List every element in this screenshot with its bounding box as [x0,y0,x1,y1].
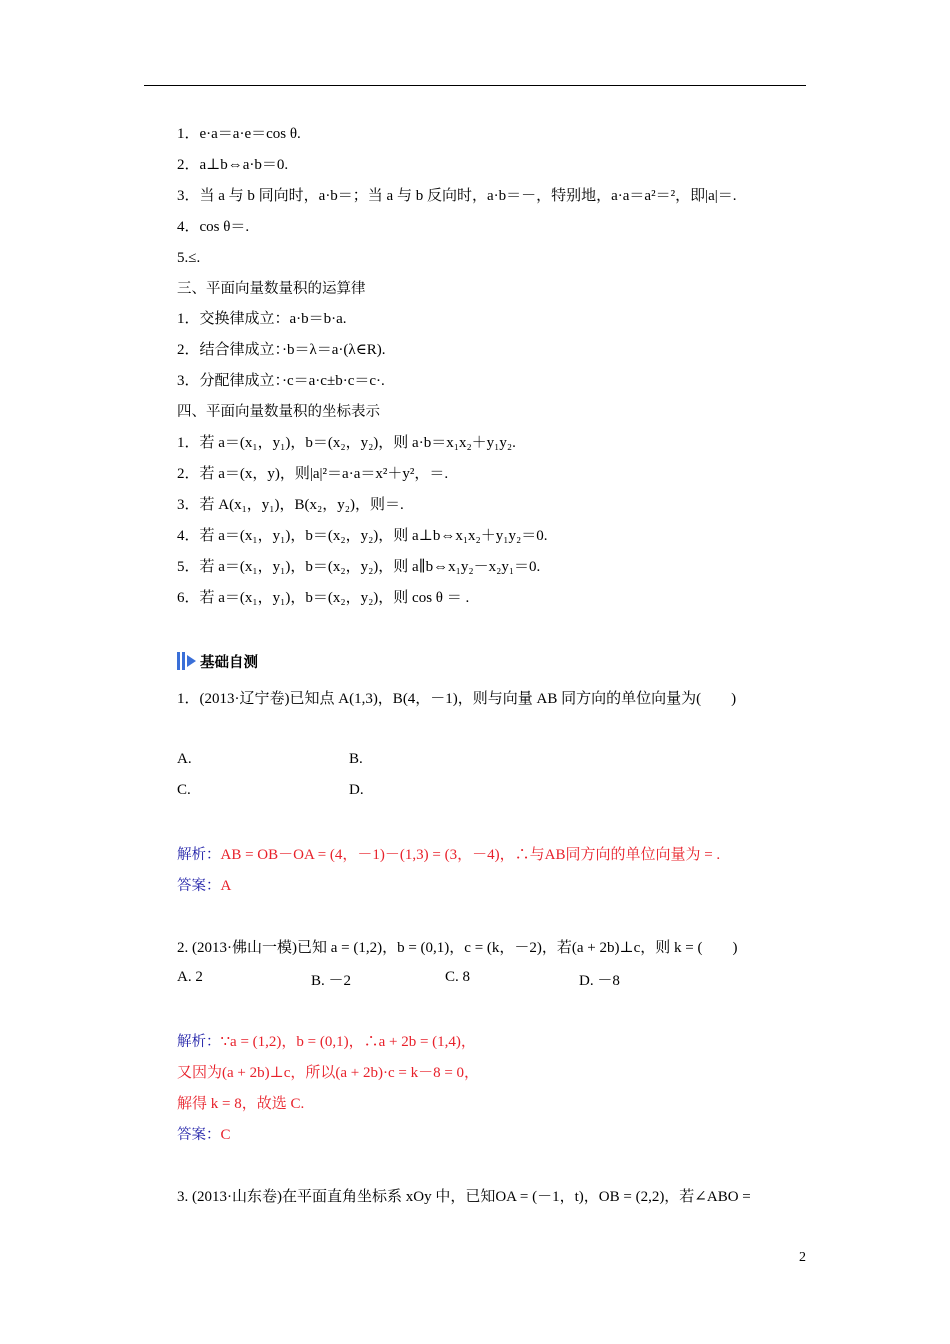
q2-analysis-line-3: 解得 k = 8，故选 C. [177,1096,305,1112]
text-line: 3．当 a 与 b 同向时，a·b＝；当 a 与 b 反向时，a·b＝－，特别地，a·a＝a²＝²，即|a|＝. [177,188,737,204]
q2-option-d: D. －8 [579,973,620,989]
answer-text: C [220,1127,231,1143]
q2-answer [177,1125,231,1145]
answer-label: 答案： [177,878,221,894]
section-marker-icon [177,652,196,670]
heading-3: 三、平面向量数量积的运算律 [177,281,366,297]
q2-option-c: C. 8 [445,969,471,985]
q2-option-b: B. －2 [311,973,352,989]
text-line: 2．结合律成立：·b＝λ＝a·(λ∈R). [177,342,386,358]
section-title: 基础自测 [200,654,258,671]
analysis-label: 解析： [177,1034,221,1050]
answer-text: A [220,878,232,894]
page-number: 2 [799,1250,806,1265]
q1-option-c: C. [177,782,191,798]
question-2-stem: 2. (2013·佛山一模)已知 a = (1,2)，b = (0,1)，c = (k，－2)，若(a + 2b)⊥c，则 k = ( ) [177,940,738,956]
q2-option-a: A. 2 [177,969,203,985]
q1-analysis [177,845,720,865]
analysis-text: AB = OB－OA = (4，－1)－(1,3) = (3，－4)，∴与AB同方向的单位向量为 = . [220,847,721,863]
text-line: 4．cos θ＝. [177,219,250,235]
header-rule [144,85,806,86]
analysis-text: ∵a = (1,2)，b = (0,1)，∴a + 2b = (1,4)， [220,1034,476,1050]
q1-option-b: B. [349,751,363,767]
q2-analysis [177,1032,476,1052]
q2-analysis-line-2: 又因为(a + 2b)⊥c，所以(a + 2b)·c = k－8 = 0， [177,1065,480,1081]
question-3-stem: 3. (2013·山东卷)在平面直角坐标系 xOy 中，已知OA = (－1，t)，OB = (2,2)，若∠ABO = [177,1189,751,1205]
question-1-stem: 1．(2013·辽宁卷)已知点 A(1,3)，B(4，－1)，则与向量 AB 同方向的单位向量为( ) [177,691,737,707]
analysis-label: 解析： [177,847,221,863]
text-line: 1．交换律成立：a·b＝b·a. [177,311,347,327]
q1-option-a: A. [177,751,192,767]
text-line: 4．若 a＝(x₁，y₁)，b＝(x₂，y₂)，则 a⊥b⇔x₁x₂＋y₁y₂＝0. [177,528,548,544]
text-line: 5．若 a＝(x₁，y₁)，b＝(x₂，y₂)，则 a∥b⇔x₁y₂－x₂y₁＝0. [177,559,541,575]
text-line: 2．a⊥b⇔a·b＝0. [177,157,289,173]
text-line: 5.≤. [177,250,201,266]
text-line: 6．若 a＝(x₁，y₁)，b＝(x₂，y₂)，则 cos θ ＝ . [177,590,470,606]
answer-label: 答案： [177,1127,221,1143]
text-line: 3．分配律成立：·c＝a·c±b·c＝c·. [177,373,385,389]
text-line: 1．e·a＝a·e＝cos θ. [177,126,301,142]
text-line: 2．若 a＝(x，y)，则|a|²＝a·a＝x²＋y²，＝. [177,466,449,482]
text-line: 1．若 a＝(x₁，y₁)，b＝(x₂，y₂)，则 a·b＝x₁x₂＋y₁y₂. [177,435,516,451]
q1-answer [177,876,231,896]
q1-option-d: D. [349,782,364,798]
text-line: 3．若 A(x₁，y₁)，B(x₂，y₂)，则＝. [177,497,404,513]
heading-4: 四、平面向量数量积的坐标表示 [177,404,380,420]
section-header [177,650,258,672]
